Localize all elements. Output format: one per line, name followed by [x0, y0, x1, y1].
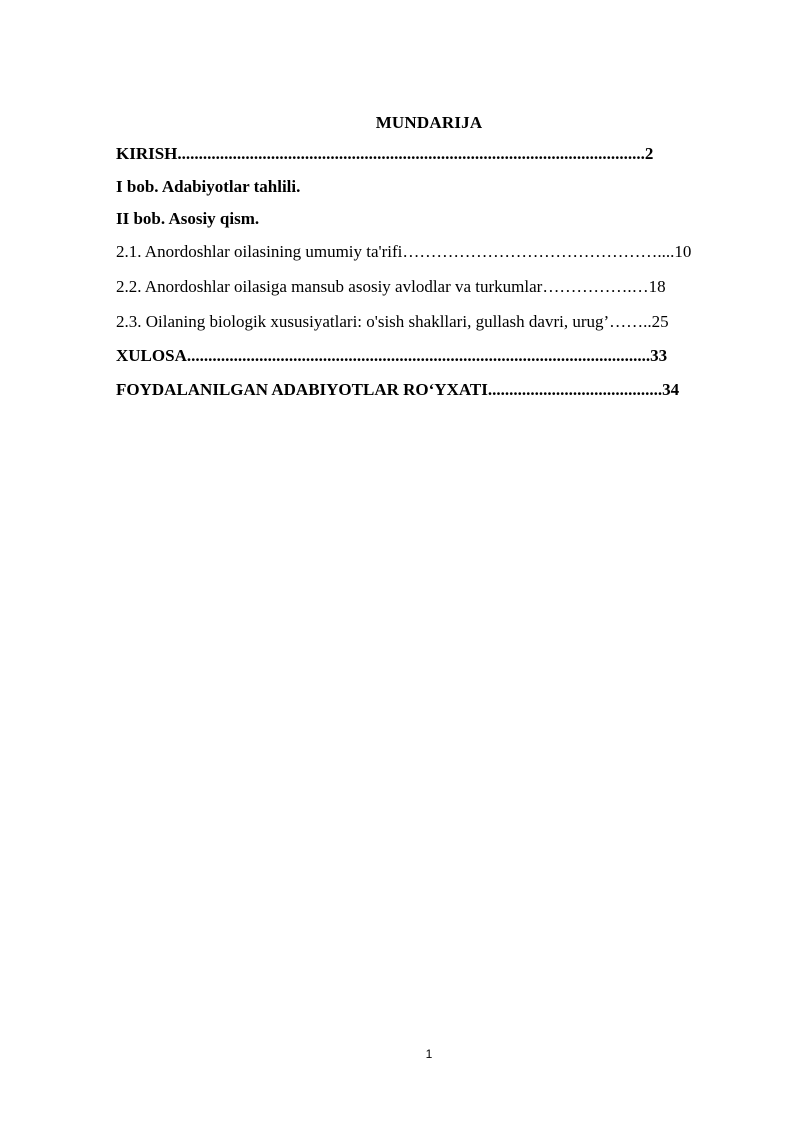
toc-entry-chapter-1: I bob. Adabiyotlar tahlili.: [116, 177, 301, 196]
toc-title: MUNDARIJA: [375, 113, 483, 132]
toc-entry-section-2-3: 2.3. Oilaning biologik xususiyatlari: o'sish shakllari, gullash davri, urug’……..25: [116, 312, 669, 331]
toc-entry-chapter-2: II bob. Asosiy qism.: [116, 209, 260, 228]
toc-entry-references: FOYDALANILGAN ADABIYOTLAR RO‘YXATI.........................................34: [116, 380, 680, 399]
page-number: 1: [425, 1047, 433, 1061]
toc-entry-section-2-2: 2.2. Anordoshlar oilasiga mansub asosiy avlodlar va turkumlar…………….…18: [116, 277, 666, 296]
toc-entry-section-2-1: 2.1. Anordoshlar oilasining umumiy ta'rifi………………………………………....10: [116, 242, 692, 261]
toc-entry-xulosa: XULOSA.............................................................................................................33: [116, 346, 668, 365]
toc-entry-kirish: KIRISH..............................................................................................................2: [116, 144, 654, 163]
